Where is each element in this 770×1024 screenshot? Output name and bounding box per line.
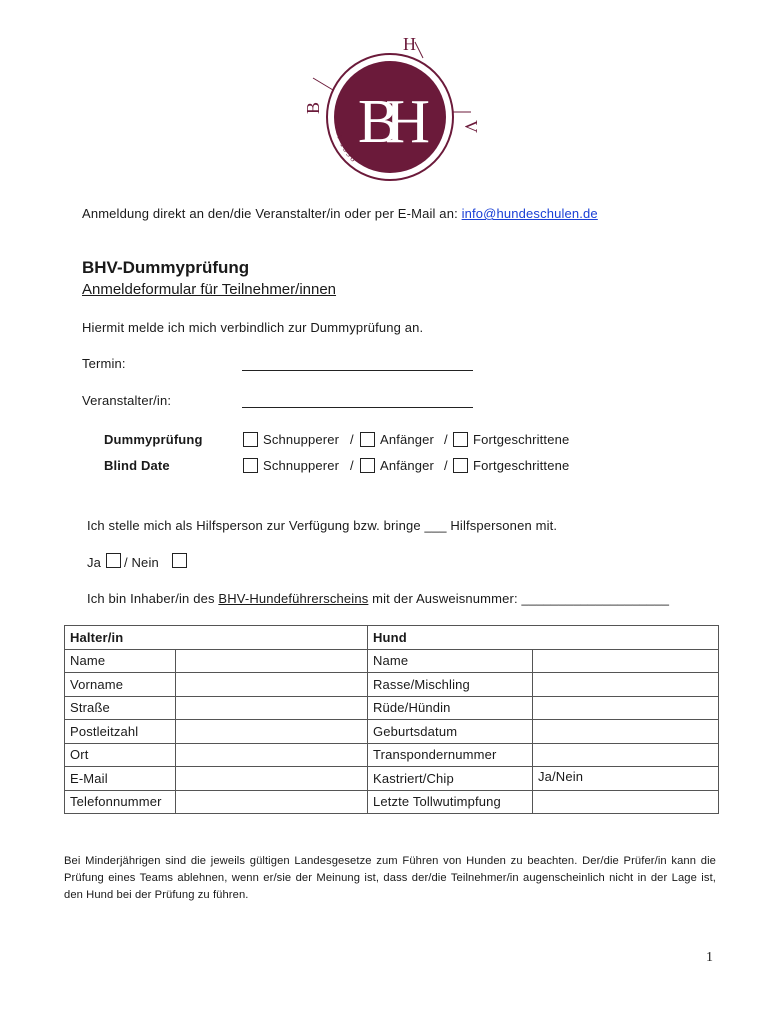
option-label: Anfänger — [380, 432, 434, 447]
helper-text-after: Hilfspersonen mit. — [450, 518, 558, 533]
row-label-right: Letzte Tollwutimpfung — [368, 790, 533, 814]
helper-count-blank[interactable]: ___ — [424, 518, 447, 533]
logo-letter-top: H — [403, 34, 416, 54]
row-input-left[interactable] — [176, 673, 368, 697]
option-label: Fortgeschrittene — [473, 432, 570, 447]
helper-sentence — [87, 518, 557, 533]
option-separator: / — [350, 458, 354, 473]
option-separator: / — [350, 432, 354, 447]
contact-line — [82, 206, 598, 221]
logo-letter-left: B — [303, 101, 323, 114]
header-halter: Halter/in — [65, 626, 368, 650]
logo-letter-right: V — [461, 120, 481, 133]
termin-label: Termin: — [82, 356, 126, 371]
checkbox-blind-schnupperer[interactable] — [243, 458, 258, 473]
row-input-right[interactable] — [533, 696, 719, 720]
row-label-right: Name — [368, 649, 533, 673]
row-input-left[interactable] — [176, 696, 368, 720]
page-number: 1 — [706, 950, 713, 965]
table-row — [65, 767, 719, 791]
row-input-right[interactable] — [533, 720, 719, 744]
table-row — [65, 790, 719, 814]
row-label-left: Straße — [65, 696, 176, 720]
registration-table — [64, 625, 719, 814]
row-label-left: Telefonnummer — [65, 790, 176, 814]
option-separator: / — [444, 432, 448, 447]
row-input-right[interactable]: Ja/Nein — [533, 767, 719, 791]
logo-monogram: BH — [357, 88, 417, 156]
contact-prefix: Anmeldung direkt an den/die Veranstalter/in oder per E-Mail an: — [82, 206, 458, 221]
page-title: BHV-Dummyprüfung — [82, 258, 250, 277]
page-subtitle: Anmeldeformular für Teilnehmer/innen — [82, 281, 337, 298]
yes-label: Ja — [87, 555, 102, 570]
checkbox-dummy-fortgeschrittene[interactable] — [453, 432, 468, 447]
checkbox-blind-anfaenger[interactable] — [360, 458, 375, 473]
row-label-right: Rüde/Hündin — [368, 696, 533, 720]
table-row — [65, 743, 719, 767]
row-label-left: Ort — [65, 743, 176, 767]
table-header-row — [65, 626, 719, 650]
checkbox-yes[interactable] — [106, 553, 121, 568]
option-label: Schnupperer — [263, 458, 340, 473]
license-prefix: Ich bin Inhaber/in des — [87, 591, 215, 606]
option-separator: / — [444, 458, 448, 473]
license-suffix: mit der Ausweisnummer: — [372, 591, 518, 606]
option-label: Schnupperer — [263, 432, 340, 447]
row-label-left: Vorname — [65, 673, 176, 697]
table-row — [65, 673, 719, 697]
row-input-left[interactable] — [176, 790, 368, 814]
row-label-left: Name — [65, 649, 176, 673]
no-label: / Nein — [124, 555, 159, 570]
level-row-label: Blind Date — [104, 458, 170, 473]
logo-arc-text: seit 1996 — [332, 121, 360, 165]
level-row-label: Dummyprüfung — [104, 432, 203, 447]
row-label-right: Kastriert/Chip — [368, 767, 533, 791]
veranstalter-label: Veranstalter/in: — [82, 393, 172, 408]
row-label-right: Rasse/Mischling — [368, 673, 533, 697]
license-number-blank[interactable]: ____________________ — [521, 591, 670, 606]
veranstalter-field[interactable] — [242, 407, 473, 408]
row-input-left[interactable] — [176, 720, 368, 744]
checkbox-dummy-anfaenger[interactable] — [360, 432, 375, 447]
row-input-right[interactable] — [533, 673, 719, 697]
row-input-right[interactable] — [533, 649, 719, 673]
checkbox-dummy-schnupperer[interactable] — [243, 432, 258, 447]
row-input-right[interactable] — [533, 790, 719, 814]
table-row — [65, 696, 719, 720]
helper-text-before: Ich stelle mich als Hilfsperson zur Verfügung bzw. bringe — [87, 518, 421, 533]
option-label: Fortgeschrittene — [473, 458, 570, 473]
row-label-left: Postleitzahl — [65, 720, 176, 744]
termin-field[interactable] — [242, 370, 473, 371]
row-input-right[interactable] — [533, 743, 719, 767]
license-sentence — [87, 591, 669, 606]
row-input-left[interactable] — [176, 743, 368, 767]
license-link[interactable]: BHV-Hundeführerscheins — [218, 591, 369, 606]
table-row — [65, 720, 719, 744]
header-hund: Hund — [368, 626, 719, 650]
option-label: Anfänger — [380, 458, 434, 473]
row-input-left[interactable] — [176, 649, 368, 673]
row-label-right: Geburtsdatum — [368, 720, 533, 744]
row-label-right: Transpondernummer — [368, 743, 533, 767]
row-input-left[interactable] — [176, 767, 368, 791]
contact-email-link[interactable]: info@hundeschulen.de — [461, 206, 598, 221]
checkbox-blind-fortgeschrittene[interactable] — [453, 458, 468, 473]
checkbox-no[interactable] — [172, 553, 187, 568]
minor-note: Bei Minderjährigen sind die jeweils gültigen Landesgesetze zum Führen von Hunden zu beachten. Der/die Prüfer/in kann die Prüfung eines Teams ablehnen, wenn er/sie der Meinung ist, dass der/die Teilnehmer/in augenscheinlich nicht in der Lage ist, den Hund bei der Prüfung zu führen. — [64, 855, 716, 901]
row-label-left: E-Mail — [65, 767, 176, 791]
table-row — [65, 649, 719, 673]
intro-text: Hiermit melde ich mich verbindlich zur Dummyprüfung an. — [82, 320, 424, 335]
bhv-logo — [295, 30, 485, 200]
